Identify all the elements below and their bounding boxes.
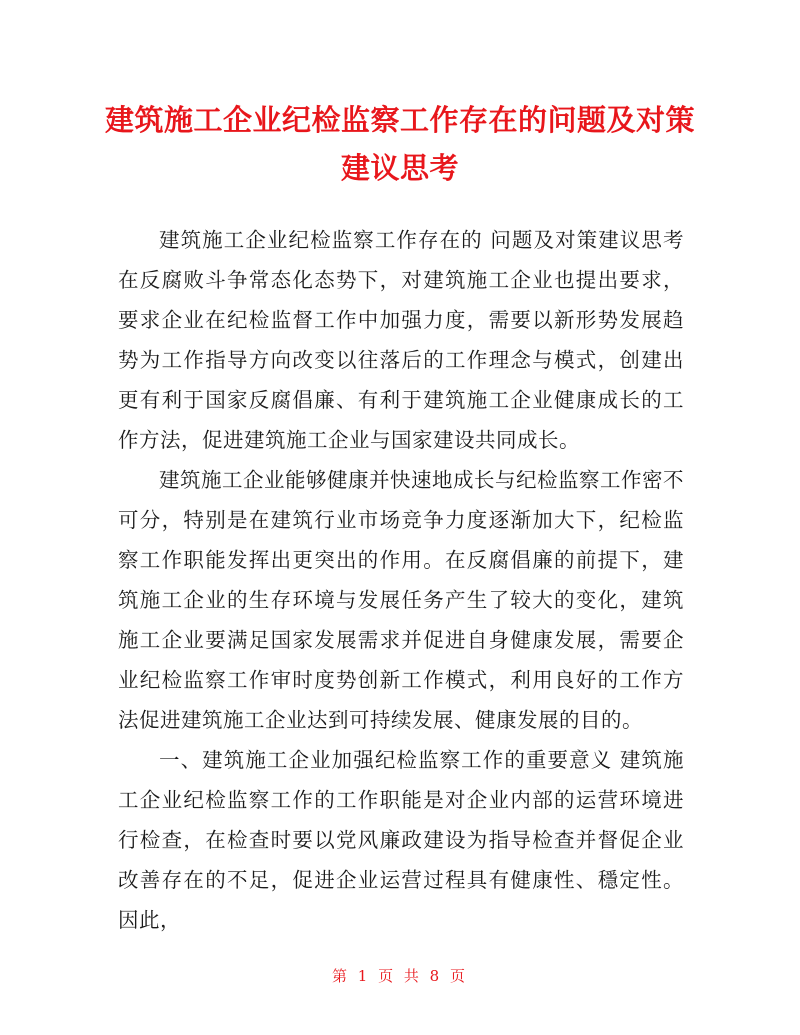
footer-current-page: 1 <box>357 967 371 985</box>
footer-middle: 页 共 <box>378 967 422 985</box>
page-footer <box>0 966 800 986</box>
paragraph-section-one: 一、建筑施工企业加强纪检监察工作的重要意义 建筑施工企业纪检监察工作的工作职能是对企业内部的运营环境进行检查，在检查时要以党风廉政建设为指导检查并督促企业改善存在的不足，促进企业运营过程具有健康性、穩定性。因此， <box>118 748 684 932</box>
footer-total-pages: 8 <box>429 967 443 985</box>
title-line-1: 建筑施工企业纪检监察工作存在的问题及对策 <box>104 103 695 137</box>
title-line-2: 建议思考 <box>340 151 459 185</box>
footer-suffix: 页 <box>450 967 469 985</box>
footer-prefix: 第 <box>331 967 350 985</box>
paragraph-intro: 建筑施工企业纪检监察工作存在的 问题及对策建议思考 在反腐败斗争常态化态势下，对建筑施工企业也提出要求，要求企业在纪检监督工作中加强力度，需要以新形势发展趋势为工作指导方向改变以往落后的工作理念与模式，创建出更有利于国家反腐倡廉、有利于建筑施工企业健康成长的工作方法，促进建筑施工企业与国家建设共同成长。 <box>118 228 684 452</box>
document-body <box>118 220 684 940</box>
document-title <box>100 96 700 192</box>
paragraph-importance: 建筑施工企业能够健康并快速地成长与纪检监察工作密不可分，特别是在建筑行业市场竞争力度逐渐加大下，纪检监察工作职能发挥出更突出的作用。在反腐倡廉的前提下，建筑施工企业的生存环境与发展任务产生了较大的变化，建筑施工企业要满足国家发展需求并促进自身健康发展，需要企业纪检监察工作审时度势创新工作模式，利用良好的工作方法促进建筑施工企业达到可持续发展、健康发展的目的。 <box>118 468 684 732</box>
